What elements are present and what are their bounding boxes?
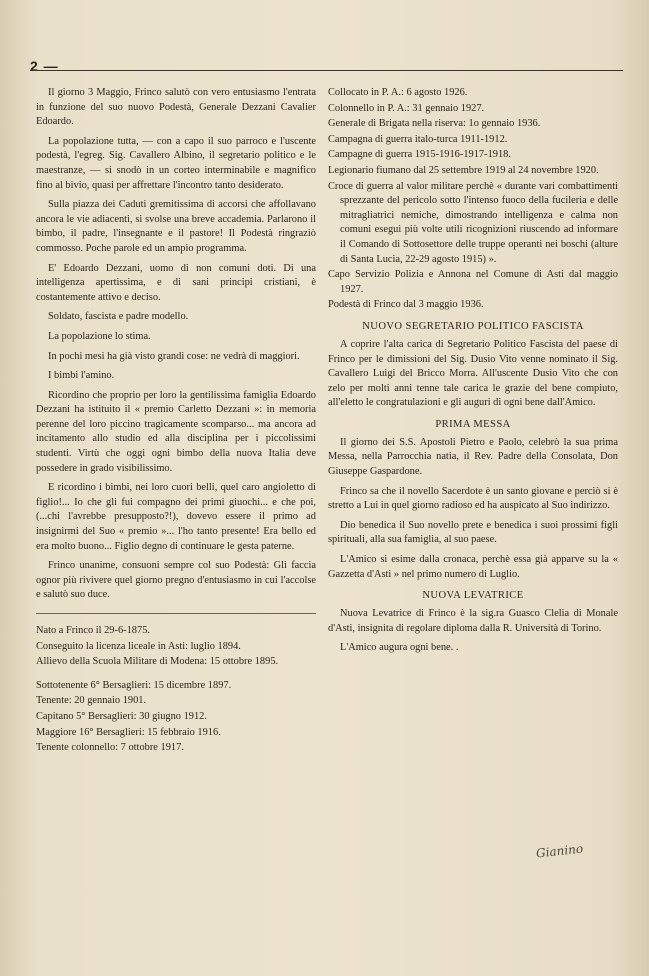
career-entry: Croce di guerra al valor militare perchè « durante vari combattimenti sprezzante del pericolo sotto l'intenso fuoco della fucileria e delle mitragliatrici nemiche, dimostrando intelligenza e calma non comuni eseguì più volte utili ricognizioni riuscendo ad informare il Comando di Sottosettore delle truppe operanti nei boschi (alture di Santa Lucia, 22-29 agosto 1915) ». [328,180,618,265]
career-entry: Podestà di Frinco dal 3 maggio 1936. [328,299,484,311]
career-entry: Campagna di guerra italo-turca 1911-1912. [328,133,508,145]
section-paragraph: Nuova Levatrice di Frinco è la sig.ra Guasco Clelia di Monale d'Asti, insignita di regolare diploma dalla R. Università di Torino. [328,608,618,634]
article-paragraph: Ricordino che proprio per loro la gentilissima famiglia Edoardo Dezzani ha istituito il « premio Carletto Dezzani »: in memoria perenne del loro piccino tragicamente scomparso... ma ancora ad incitamento allo studio ed alla disciplina per i piccolissimi studenti. Virtù che oggi ogni bimbo della nuova Italia deve possedere in grado visibilissimo. [36,389,316,474]
section-paragraph: L'Amico si esime dalla cronaca, perchè essa già apparve su la « Gazzetta d'Asti » nel primo numero di Luglio. [328,554,618,580]
handwritten-note: Gianino [535,841,584,861]
section-paragraph: L'Amico augura ogni bene. . [340,642,459,654]
section-paragraph: Il giorno dei S.S. Apostoli Pietro e Paolo, celebrò la sua prima Messa, nella Parrocchia natia, il Rev. Padre della Consolata, Don Giuseppe Gaspardone. [328,436,618,478]
biography-entry: Maggiore 16° Bersaglieri: 15 febbraio 1916. [36,726,221,738]
section-paragraph: Frinco sa che il novello Sacerdote è un santo giovane e perciò si è stretto a Lui in quel giorno radioso ed ha auspicato al Suo indirizzo. [328,485,618,512]
career-entry: Generale di Brigata nella riserva: 1o gennaio 1936. [328,118,541,130]
left-column [36,86,316,757]
career-entry: Campagne di guerra 1915-1916-1917-1918. [328,149,511,161]
article-paragraph: E ricordino i bimbi, nei loro cuori belli, quel caro angioletto di figlio!... Io che gli fui compagno dei primi giuochi... e che poi, (...chi l'avrebbe presupposto?!), dovevo essere il primo ad insignirmi del Suo « premio »... l'ho tanto presente! Era bello ed era molto buono... Figlio degno di continuare le gesta paterne. [36,482,316,552]
career-entry: Legionario fiumano dal 25 settembre 1919 al 24 novembre 1920. [328,164,599,176]
article-paragraph: I bimbi l'amino. [48,370,115,382]
page-number: 2 — [30,58,59,74]
career-entry: Colonnello in P. A.: 31 gennaio 1927. [328,102,485,114]
article-paragraph: Frinco unanime, consuoni sempre col suo Podestà: Gli faccia ognor più rivivere quel giorno pregno d'entusiasmo in cui l'accolse e salutò suo duce. [36,560,316,601]
biography-entry: Nato a Frinco il 29-6-1875. [36,625,150,636]
biography-entry: Allievo della Scuola Militare di Modena: 15 ottobre 1895. [36,656,279,668]
section-divider [36,613,316,614]
article-paragraph: La popolazione lo stima. [48,330,151,342]
article-paragraph: E' Edoardo Dezzani, uomo di non comuni doti. Di una intelligenza apertissima, e di sani principi cristiani, è costantemente attivo e deciso. [36,262,316,303]
career-entry: Collocato in P. A.: 6 agosto 1926. [328,87,468,98]
section-heading-segretario: NUOVO SEGRETARIO POLITICO FASCISTA [362,320,584,332]
article-paragraph: In pochi mesi ha già visto grandi cose: ne vedrà di maggiori. [48,350,300,362]
section-paragraph: Dio benedica il Suo novello prete e benedica i suoi prossimi figli spirituali, alla sua famiglia, al suo paese. [328,519,618,546]
biography-entry: Sottotenente 6° Bersaglieri: 15 dicembre 1897. [36,679,232,691]
biography-entry: Tenente: 20 gennaio 1901. [36,695,147,707]
section-paragraph: A coprire l'alta carica di Segretario Politico Fascista del paese di Frinco per le dimissioni del Sig. Dusio Vito venne nominato il Sig. Cavallero Luigi del Bricco Morra. All'uscente Dusio Vito che con zelo per molti anni tenne tale carica le grazie del bene compiuto, all'eletto le congratulazioni e gli auguri di ogni bene dall'Amico. [328,338,618,409]
article-paragraph: Il giorno 3 Maggio, Frinco salutò con vero entusiasmo l'entrata in funzione del suo nuovo Podestà, Generale Dezzani Cavalier Edoardo. [36,87,316,128]
biography-entry: Tenente colonnello: 7 ottobre 1917. [36,742,184,754]
section-heading-prima-messa: PRIMA MESSA [435,418,511,430]
article-paragraph: La popolazione tutta, — con a capo il suo parroco e l'uscente podestà, l'egreg. Sig. Cavallero Albino, il segretario politico e le maestranze, — si snodò in un corteo interminabile e magnifico fino al bivio, quasi per affrettare l'incontro tanto desiderato. [36,135,316,191]
section-heading-levatrice: NUOVA LEVATRICE [422,590,524,602]
career-entry: Capo Servizio Polizia e Annona nel Comune di Asti dal maggio 1927. [328,269,618,295]
biography-entry: Capitano 5° Bersaglieri: 30 giugno 1912. [36,710,207,722]
article-paragraph: Soldato, fascista e padre modello. [48,311,189,323]
header-rule [30,70,623,71]
right-column [328,86,618,661]
article-paragraph: Sulla piazza dei Caduti gremitissima di accorsi che affollavano ancora le vie adiacenti, si svolse una breve accademia. Parlarono il bimbo, il padre, l'insegnante e il pastore! Il Podestà ringraziò commosso. Poche parole ed un ampio programma. [36,199,316,254]
biography-entry: Conseguito la licenza liceale in Asti: luglio 1894. [36,640,241,652]
